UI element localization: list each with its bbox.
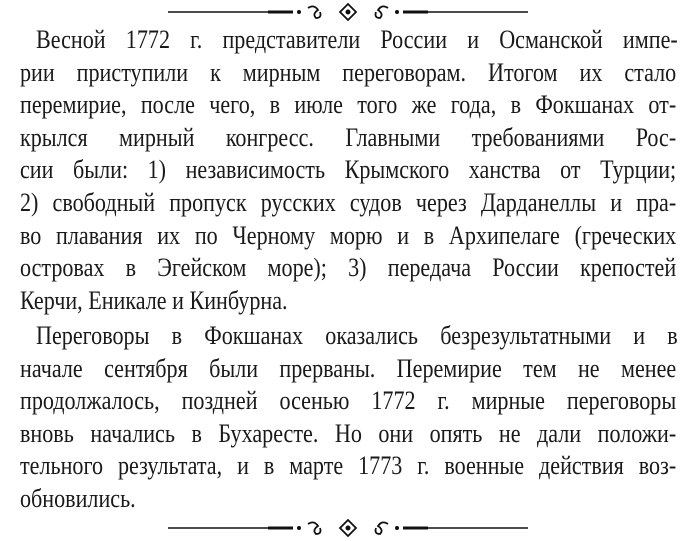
text-line: Переговоры в Фокшанах оказались безрезультатными и в — [36, 321, 678, 350]
ornament-icon — [168, 518, 528, 538]
text-line: Керчи, Еникале и Кинбурна. — [20, 285, 288, 315]
text-line: обновились. — [20, 483, 136, 513]
text-line: 2) свободный пропуск русских судов через Дарданеллы и пра- — [20, 187, 677, 217]
text-line: тельного результата, и в марте 1773 г. военные действия воз- — [20, 451, 677, 481]
top-ornament-divider — [0, 2, 696, 22]
text-line: продолжалось, поздней осенью 1772 г. мирные переговоры — [20, 386, 677, 416]
text-line: островах в Эгейском море); 3) передача России крепостей — [20, 253, 677, 283]
text-line: рии приступили к мирным переговорам. Итогом их стало — [20, 57, 677, 87]
text-line: Весной 1772 г. представители России и Османской импе- — [36, 25, 678, 54]
text-line: начале сентября были прерваны. Перемирие тем не менее — [20, 353, 677, 383]
text-line: перемирие, после чего, в июле того же года, в Фокшанах от- — [20, 90, 677, 120]
text-line: сии были: 1) независимость Крымского ханства от Турции; — [20, 155, 677, 185]
text-line: крылся мирный конгресс. Главными требованиями Рос- — [20, 122, 677, 152]
text-line: вновь начались в Бухаресте. Но они опять не дали положи- — [20, 418, 677, 448]
ornament-icon — [168, 2, 528, 22]
bottom-ornament-divider — [0, 518, 696, 538]
paragraph-2 — [20, 320, 676, 516]
paragraph-1 — [20, 24, 676, 317]
text-line: во плавания их по Черному морю и в Архипелаге (греческих — [20, 220, 677, 250]
